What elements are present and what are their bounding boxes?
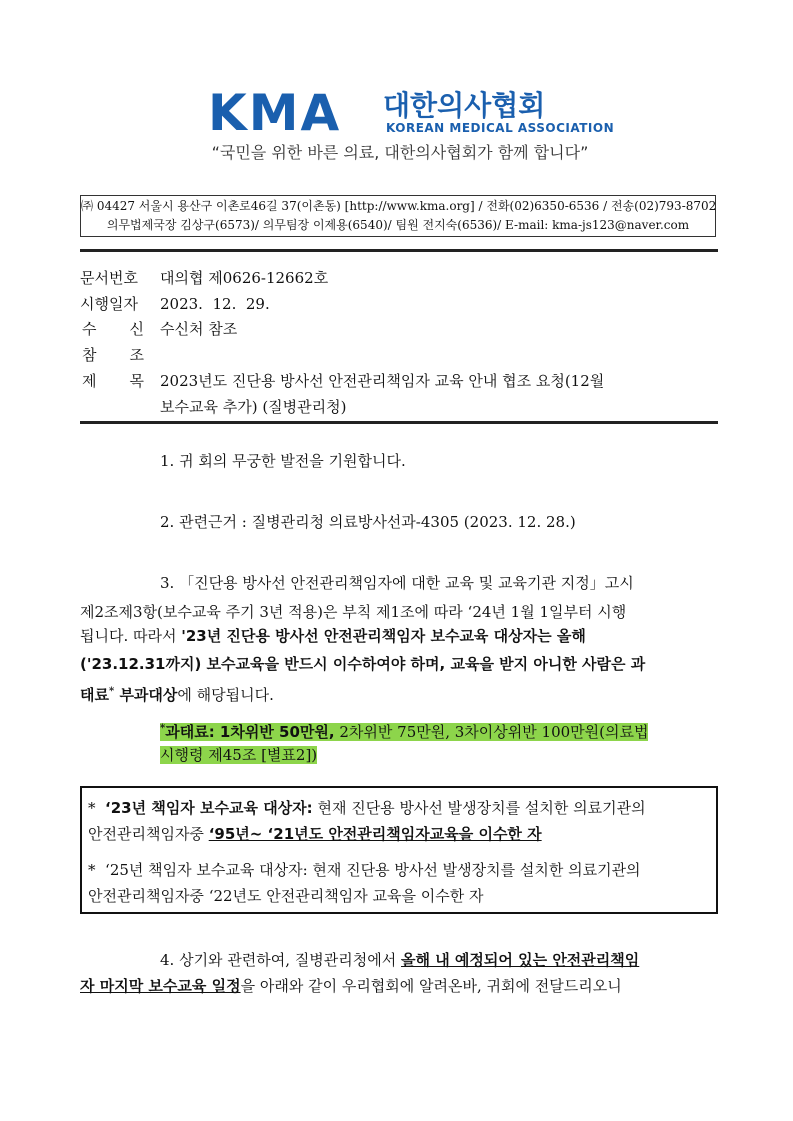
reference-row: [80, 343, 144, 367]
recipient-value: 수신처 참조: [160, 320, 238, 338]
org-name-en: KOREAN MEDICAL ASSOCIATION: [386, 121, 615, 135]
note-1-l2a: 안전관리책임자중: [88, 825, 209, 843]
doc-number-label: 문서번호: [80, 269, 138, 287]
recipient-row: [80, 317, 238, 341]
header-bottom-rule: [80, 421, 718, 424]
p3-bold-line: ('23.12.31까지) 보수교육을 반드시 이수하여야 하며, 교육을 받지 아니한 사람은 과: [80, 655, 646, 673]
p3-text: 됩니다. 따라서: [80, 627, 182, 645]
org-name-ko: 대한의사협회: [383, 89, 546, 122]
fine-note-line-2: [160, 740, 793, 770]
subject-row: [80, 369, 605, 393]
fine-star: *: [160, 723, 166, 734]
note-2-line-1: [88, 857, 641, 883]
kma-logo: KMA: [208, 84, 342, 142]
slogan: “국민을 위한 바른 의료, 대한의사협회가 함께 합니다”: [211, 143, 589, 162]
paragraph-3-line-2: 제2조제3항(보수교육 주기 3년 적용)은 부칙 제1조에 따라 ‘24년 1월 1일부터 시행: [80, 603, 627, 621]
recipient-label: 수 신: [82, 320, 144, 338]
header-top-rule: [80, 249, 718, 252]
subject-line-1: 2023년도 진단용 방사선 안전관리책임자 교육 안내 협조 요청(12월: [160, 372, 605, 390]
paragraph-1: 1. 귀 회의 무궁한 발전을 기원합니다.: [160, 452, 406, 470]
date-label: 시행일자: [80, 295, 138, 313]
date-value: 2023. 12. 29.: [160, 295, 270, 313]
target-notes-box: [80, 786, 718, 914]
p4-rest: 을 아래와 같이 우리협회에 알려온바, 귀회에 전달드리오니: [240, 977, 622, 995]
note-2-text: ‘25년 책임자 보수교육 대상자: 현재 진단용 방사선 발생장치를 설치한 의료기관의: [105, 861, 641, 879]
footnote-star: *: [108, 686, 115, 697]
note-2-line-2: 안전관리책임자중 ‘22년도 안전관리책임자 교육을 이수한 자: [88, 887, 484, 905]
doc-number: 대의협 제0626-12662호: [160, 269, 329, 287]
contact-line: 의무법제국장 김상구(6573)/ 의무팀장 이제용(6540)/ 팀원 전지숙(6536)/ E-mail: kma-js123@naver.com: [106, 218, 690, 232]
address-line: ㈜ 04427 서울시 용산구 이촌로46길 37(이촌동) [http://www.kma.org] / 전화(02)6350-6536 / 전송(02)793-8702: [81, 199, 717, 213]
paragraph-4-line-2: [80, 971, 720, 1001]
fine-bold: 과태료: 1차위반 50만원,: [165, 723, 335, 741]
p4-underlined: 올해 내 예정되어 있는 안전관리책임: [401, 951, 640, 969]
fine-rest: 2차위반 75만원, 3차이상위반 100만원(의료법: [334, 723, 649, 741]
date-row: [80, 292, 270, 316]
note-1-line-1: [88, 795, 646, 821]
address-box: [80, 195, 716, 237]
note-1-underlined: ‘95년~ ‘21년도 안전관리책임자교육을 이수한 자: [208, 825, 542, 843]
p4-underlined-2: 자 마지막 보수교육 일정: [80, 977, 241, 995]
fine-line-2: 시행령 제45조 [별표2]): [160, 746, 318, 764]
p3-bold: '23년 진단용 방사선 안전관리책임자 보수교육 대상자는 올해: [181, 627, 586, 645]
doc-number-row: [80, 266, 329, 290]
note-1-mark: *: [88, 799, 96, 817]
paragraph-3-line-4: [80, 649, 720, 679]
note-1-line-2: [88, 821, 542, 847]
note-1-bold: ‘23년 책임자 보수교육 대상자:: [105, 799, 313, 817]
subject-label: 제 목: [82, 372, 144, 390]
paragraph-3-line-3: [80, 621, 720, 651]
p3-end: 에 해당됩니다.: [177, 686, 274, 704]
subject-line-2: 보수교육 추가) (질병관리청): [160, 398, 347, 416]
note-1-rest: 현재 진단용 방사선 발생장치를 설치한 의료기관의: [312, 799, 646, 817]
paragraph-2: 2. 관련근거 : 질병관리청 의료방사선과-4305 (2023. 12. 28.): [160, 513, 576, 531]
paragraph-3-line-5: [80, 677, 720, 710]
p4-text: 4. 상기와 관련하여, 질병관리청에서: [160, 951, 402, 969]
reference-label: 참 조: [82, 346, 144, 364]
paragraph-3-line-1: 3. 「진단용 방사선 안전관리책임자에 대한 교육 및 교육기관 지정」고시: [160, 574, 634, 592]
p3-fine-word: 태료: [80, 686, 109, 704]
p3-penalty: 부과대상: [114, 686, 178, 704]
note-2-mark: *: [88, 861, 96, 879]
